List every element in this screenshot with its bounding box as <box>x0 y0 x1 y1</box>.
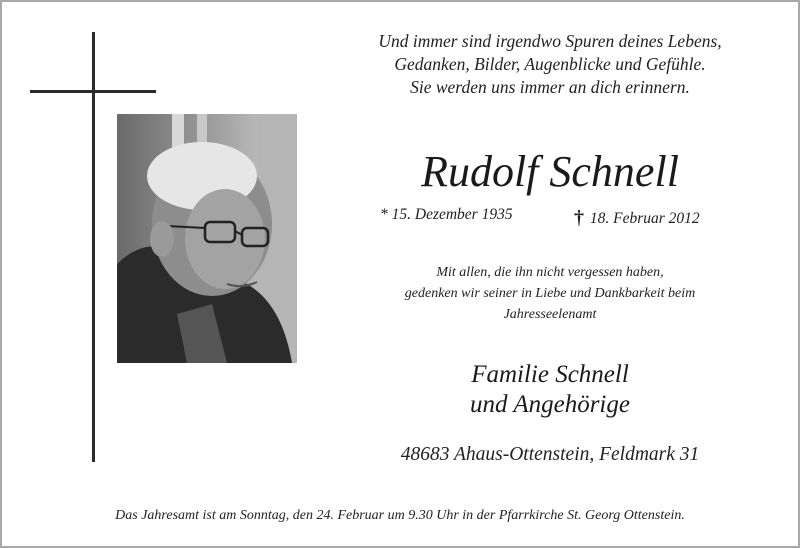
memorial-poem <box>340 30 760 99</box>
message-line: Jahresseelenamt <box>503 307 597 322</box>
family-signature <box>340 360 760 420</box>
message-line: gedenken wir seiner in Liebe und Dankbarkeit beim <box>404 286 696 301</box>
message-line: Mit allen, die ihn nicht vergessen haben, <box>436 265 664 280</box>
poem-line: Und immer sind irgendwo Spuren deines Lebens, <box>378 31 722 51</box>
dagger-icon: † <box>574 207 584 229</box>
service-notice: Das Jahresamt ist am Sonntag, den 24. Februar um 9.30 Uhr in der Pfarrkirche St. Georg Ottenstein. <box>115 508 685 523</box>
poem-line: Gedanken, Bilder, Augenblicke und Gefühle. <box>394 54 706 74</box>
remembrance-message <box>340 262 760 325</box>
death-date-line <box>574 206 700 229</box>
death-date: 18. Februar 2012 <box>589 210 700 227</box>
family-line-2: und Angehörige <box>470 391 630 418</box>
family-address: 48683 Ahaus-Ottenstein, Feldmark 31 <box>400 444 700 465</box>
deceased-name: Rudolf Schnell <box>421 147 679 196</box>
birth-date: * 15. Dezember 1935 <box>380 206 513 223</box>
family-line-1: Familie Schnell <box>471 361 629 388</box>
poem-line: Sie werden uns immer an dich erinnern. <box>410 77 690 97</box>
cross-horizontal-bar <box>30 90 156 93</box>
portrait-photo <box>117 114 297 363</box>
cross-vertical-bar <box>92 32 95 462</box>
